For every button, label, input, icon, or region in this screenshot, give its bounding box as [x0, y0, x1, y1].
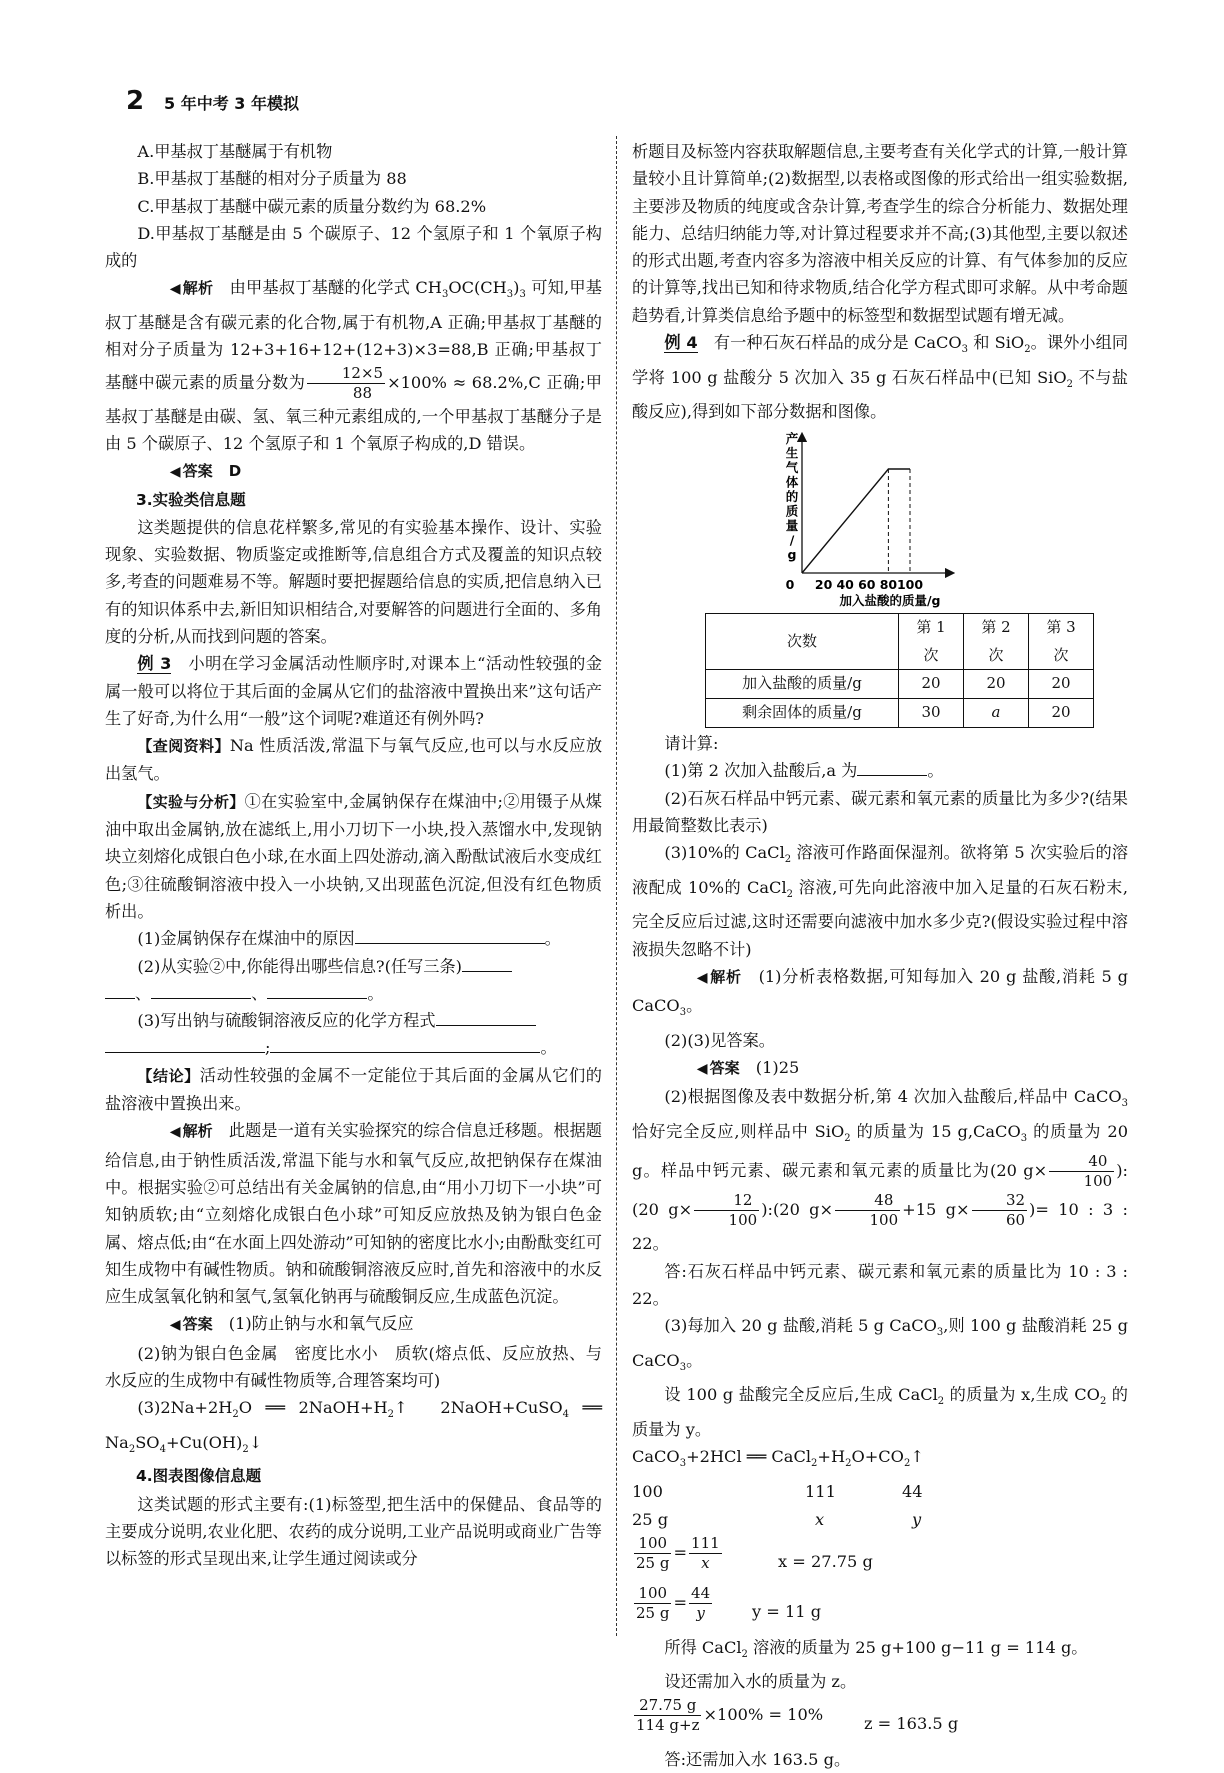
final-answer: 答:还需加入水 163.5 g。	[664, 1749, 851, 1769]
answer-3-2: (2)钠为银白色金属 密度比水小 质软(熔点低、反应放热、与水反应的生成物中有碱性物质等,合理答案均可)	[105, 1343, 602, 1390]
table-cell: 次数	[706, 614, 899, 670]
answer-3-1: ◀ 答案 (1)防止钠与水和氧气反应	[105, 1310, 602, 1339]
y-label-char: /	[789, 532, 795, 548]
answer-mark-icon: ◀	[169, 1317, 181, 1334]
x-tick-label: 60	[858, 577, 876, 593]
section-3-title: 3.实验类信息题	[136, 490, 246, 509]
experiment-analysis: 【实验与分析】①在实验室中,金属钠保存在煤油中;②用镊子从煤油中取出金属钠,放在滤纸上,用小刀切下一小块,投入蒸馏水中,发现钠块立刻熔化成银白色小球,在水面上四处游动,滴入酚酞试液后水变成红色;③往硫酸铜溶液中投入一小块钠,又出现蓝色沉淀,但没有红色物质析出。	[105, 791, 602, 921]
left-column	[105, 138, 602, 1573]
section-4-body: 这类试题的形式主要有:(1)标签型,把生活中的保健品、食品等的主要成分说明,农业化肥、农药的成分说明,工业产品说明或商业广告等以标签的形式呈现出来,让学生通过阅读或分	[105, 1494, 602, 1569]
option-b: B.甲基叔丁基醚的相对分子质量为 88	[137, 169, 407, 189]
question-3-3: (3)写出钠与硫酸铜溶液反应的化学方程式 ; 。	[105, 1007, 602, 1062]
example-3: 例 3 小明在学习金属活动性顺序时,对课本上“活动性较强的金属一般可以将位于其后面的金属从它们的盐溶液中置换出来”这句话产生了好奇,为什么用“一般”这个词呢?难道还有例外吗?	[105, 654, 603, 728]
column-divider	[616, 136, 617, 1636]
table-cell: 20	[1029, 699, 1094, 728]
fraction: $\frac{12\times 5}{88}$	[307, 364, 385, 403]
example-4: 例 4 有一种石灰石样品的成分是 CaCO$_3$ 和 SiO$_2$。课外小组同学将 100 g 盐酸分 5 次加入 35 g 石灰石样品中(已知 SiO$_2$ 不与盐酸反应),得到如下部分数据和图像。	[632, 333, 1129, 422]
x-tick-label: 80	[879, 577, 898, 593]
analysis-4: ◀ 解析 (1)分析表格数据,可知每加入 20 g 盐酸,消耗 5 g CaCO$_3$。	[632, 966, 1128, 1019]
page-number: 2	[126, 86, 145, 116]
solution-mass: 所得 CaCl$_2$ 溶液的质量为 25 g+100 g−11 g = 114 g。	[664, 1637, 1088, 1660]
table-cell: 20	[964, 670, 1029, 699]
proportion-y: $\frac{100}{25 g}$ = $\frac{44}{y}$ y = 11 g	[636, 1583, 822, 1622]
book-title: 5 年中考 3 年模拟	[164, 94, 299, 113]
answer-4-2-conclusion: 答:石灰石样品中钙元素、碳元素和氧元素的质量比为 10 : 3 : 22。	[632, 1261, 1128, 1308]
gas-mass-chart	[632, 429, 1128, 609]
setup-xy: 设 100 g 盐酸完全反应后,生成 CaCl$_2$ 的质量为 x,生成 $CO_2$ 的质量为 y。	[632, 1385, 1128, 1439]
y-label-char: 质	[785, 503, 799, 519]
table-row	[706, 670, 1094, 699]
table-cell: 30	[899, 699, 964, 728]
stoichiometry-rows: 100 111 44 25 g x y	[632, 1481, 923, 1529]
chart-svg	[632, 429, 1128, 609]
series-line	[802, 469, 910, 573]
section-4-title: 4.图表图像信息题	[136, 1467, 262, 1486]
table-header-row	[706, 614, 1094, 670]
y-axis-label	[786, 431, 799, 562]
answer-1: ◀ 答案 D	[105, 457, 602, 486]
analysis-3: ◀ 解析 此题是一道有关实验探究的综合信息迁移题。根据题给信息,由于钠性质活泼,常温下能与水和氧气反应,故把钠保存在煤油中。根据实验②可总结出有关金属钠的信息,由“用小刀切下一小块”可知钠质软;由“立刻熔化成银白色小球”可知反应放热及钠为银白色金属、熔点低;由“在水面上四处游动”可知钠的密度比水小;由酚酞变红可知生成物中有碱性物质。钠和硫酸铜溶液反应时,首先和溶液中的水反应生成氢氧化钠和氢气,氢氧化钠再与硫酸铜反应,生成蓝色沉淀。	[105, 1121, 602, 1307]
table-cell: 加入盐酸的质量/g	[706, 670, 899, 699]
answer-4-1: ◀ 答案 (1)25	[632, 1054, 1128, 1083]
y-label-char: g	[787, 547, 797, 563]
x-tick-labels	[786, 577, 924, 592]
question-4-3: (3)10%的 CaCl$_2$ 溶液可作路面保湿剂。欲将第 5 次实验后的溶液配成 10%的 CaCl$_2$ 溶液,可先向此溶液中加入足量的石灰石粉末,完全反应后过滤,这时还需要向滤液中加水多少克?(假设实验过程中溶液损失忽略不计)	[632, 843, 1129, 959]
question-3-1: (1)金属钠保存在煤油中的原因 。	[105, 925, 602, 952]
y-label-char: 的	[785, 489, 799, 505]
table-cell: 第 1 次	[899, 614, 964, 670]
x-tick-label: 20	[814, 577, 833, 593]
table-cell: 第 3 次	[1029, 614, 1094, 670]
y-label-char: 生	[785, 445, 799, 461]
y-label-char: 气	[785, 460, 799, 476]
setup-z: 设还需加入水的质量为 z。	[664, 1672, 857, 1692]
water-calc: $\frac{27.75 g}{114 g+z}$ ×100% = 10% z = 163.5 g	[636, 1695, 959, 1734]
right-column	[632, 138, 1128, 1773]
table-cell: a	[964, 699, 1029, 728]
analysis-mark-icon: ◀	[169, 281, 181, 298]
analysis-mark-icon: ◀	[169, 1124, 181, 1141]
x-tick-label: 40	[836, 577, 854, 593]
option-d: D.甲基叔丁基醚是由 5 个碳原子、12 个氢原子和 1 个氧原子构成的	[105, 223, 602, 271]
research-info: 【查阅资料】Na 性质活泼,常温下与氧气反应,也可以与水反应放出氢气。	[105, 736, 602, 784]
table-cell: 20	[1029, 670, 1094, 699]
analysis-1: ◀ 解析 由甲基叔丁基醚的化学式 $CH_3OC(CH_3)_3$ 可知,甲基叔丁基醚是含有碳元素的化合物,属于有机物,A 正确;甲基叔丁基醚的相对分子质量为 12+3+16+12+(12+3)×3=88,B 正确;甲基叔丁基醚中碳元素的质量分数为 $\frac{12\times 5}{88}$ ×100% ≈ 68.2%,C 正确;甲基叔丁基醚是由碳、氢、氧三种元素组成的,一个甲基叔丁基醚分子是由 5 个碳原子、12 个氢原子和 1 个氧原子构成的,D 错误。	[105, 278, 602, 453]
section-3-body: 这类题提供的信息花样繁多,常见的有实验基本操作、设计、实验现象、实验数据、物质鉴定或推断等,信息组合方式及覆盖的知识点较多,考查的问题难易不等。解题时要把握题给信息的实质,把信息纳入已有的知识体系中去,新旧知识相结合,对要解答的问题进行全面的、多角度的分析,从而找到问题的答案。	[105, 517, 602, 646]
y-label-char: 体	[785, 474, 799, 490]
answer-mark-icon: ◀	[696, 1061, 708, 1077]
data-table	[705, 613, 1094, 728]
table-cell: 第 2 次	[964, 614, 1029, 670]
answer-mark-icon: ◀	[169, 464, 181, 481]
data-series	[802, 469, 910, 573]
x-tick-label: 0	[785, 577, 795, 593]
question-3-2: (2)从实验②中,你能得出哪些信息?(任写三条) 、 、 。	[105, 953, 602, 1008]
answer-4-3: (3)每加入 20 g 盐酸,消耗 5 g CaCO$_3$,则 100 g 盐酸消耗 25 g CaCO$_3$。	[632, 1316, 1128, 1374]
y-label-char: 量	[785, 518, 799, 534]
section-4-continued: 析题目及标签内容获取解题信息,主要考查有关化学式的计算,一般计算量较小且计算简单;(2)数据型,以表格或图像的形式给出一组实验数据,主要涉及物质的纯度或含杂计算,考查学生的综合分析能力、数据处理能力、总结归纳能力等,对计算过程要求并不高;(3)其他型,主要以叙述的形式出题,考查内容多为溶液中相关反应的计算、有气体参加的反应的计算等,找出已知和待求物质,结合化学方程式即可求解。从中考命题趋势看,计算类信息给予题中的标签型和数据型试题有增无减。	[632, 142, 1128, 325]
question-4-1: (1)第 2 次加入盐酸后,a 为 。	[632, 757, 1128, 784]
proportion-x: $\frac{100}{25 g}$ = $\frac{111}{x}$ x = 27.75 g	[636, 1533, 873, 1572]
x-tick-label: 100	[896, 577, 924, 593]
option-a: A.甲基叔丁基醚属于有机物	[137, 142, 333, 161]
table-row	[706, 699, 1094, 728]
x-axis-label: 加入盐酸的质量/g	[839, 593, 941, 609]
analysis-4-cont: (2)(3)见答案。	[664, 1030, 775, 1050]
table-cell: 剩余固体的质量/g	[706, 699, 899, 728]
analysis-mark-icon: ◀	[696, 969, 708, 986]
chemical-equation: CaCO$_3$+2HCl ══ $CaCl_2+H_2O+CO_2↑$	[632, 1447, 924, 1470]
please-calculate: 请计算:	[664, 734, 719, 754]
option-c: C.甲基叔丁基醚中碳元素的质量分数约为 68.2%	[137, 196, 487, 216]
table-cell: 20	[899, 670, 964, 699]
question-4-2: (2)石灰石样品中钙元素、碳元素和氧元素的质量比为多少?(结果用最简整数比表示)	[632, 788, 1128, 835]
answer-3-3: $(3)2Na+2H_2O$ ══ $2NaOH+H_2↑$ 2NaOH+CuSO$_4$ ══ $Na_2SO_4+Cu(OH)_2↓$	[105, 1398, 602, 1456]
answer-4-2: (2)根据图像及表中数据分析,第 4 次加入盐酸后,样品中 CaCO$_3$ 恰好完全反应,则样品中 SiO$_2$ 的质量为 15 g,CaCO$_3$ 的质量为 20 g。样品中钙元素、碳元素和氧元素的质量比为(20 g× $\frac{40}{100}$ ):(20 g× $\frac{12}{100}$ ):(20 g× $\frac{48}{100}$ +15 g× $\frac{32}{60}$ )= 10 : 3 : 22。	[632, 1087, 1128, 1254]
y-label-char: 产	[785, 431, 799, 447]
conclusion: 【结论】活动性较强的金属不一定能位于其后面的金属从它们的盐溶液中置换出来。	[105, 1065, 602, 1114]
